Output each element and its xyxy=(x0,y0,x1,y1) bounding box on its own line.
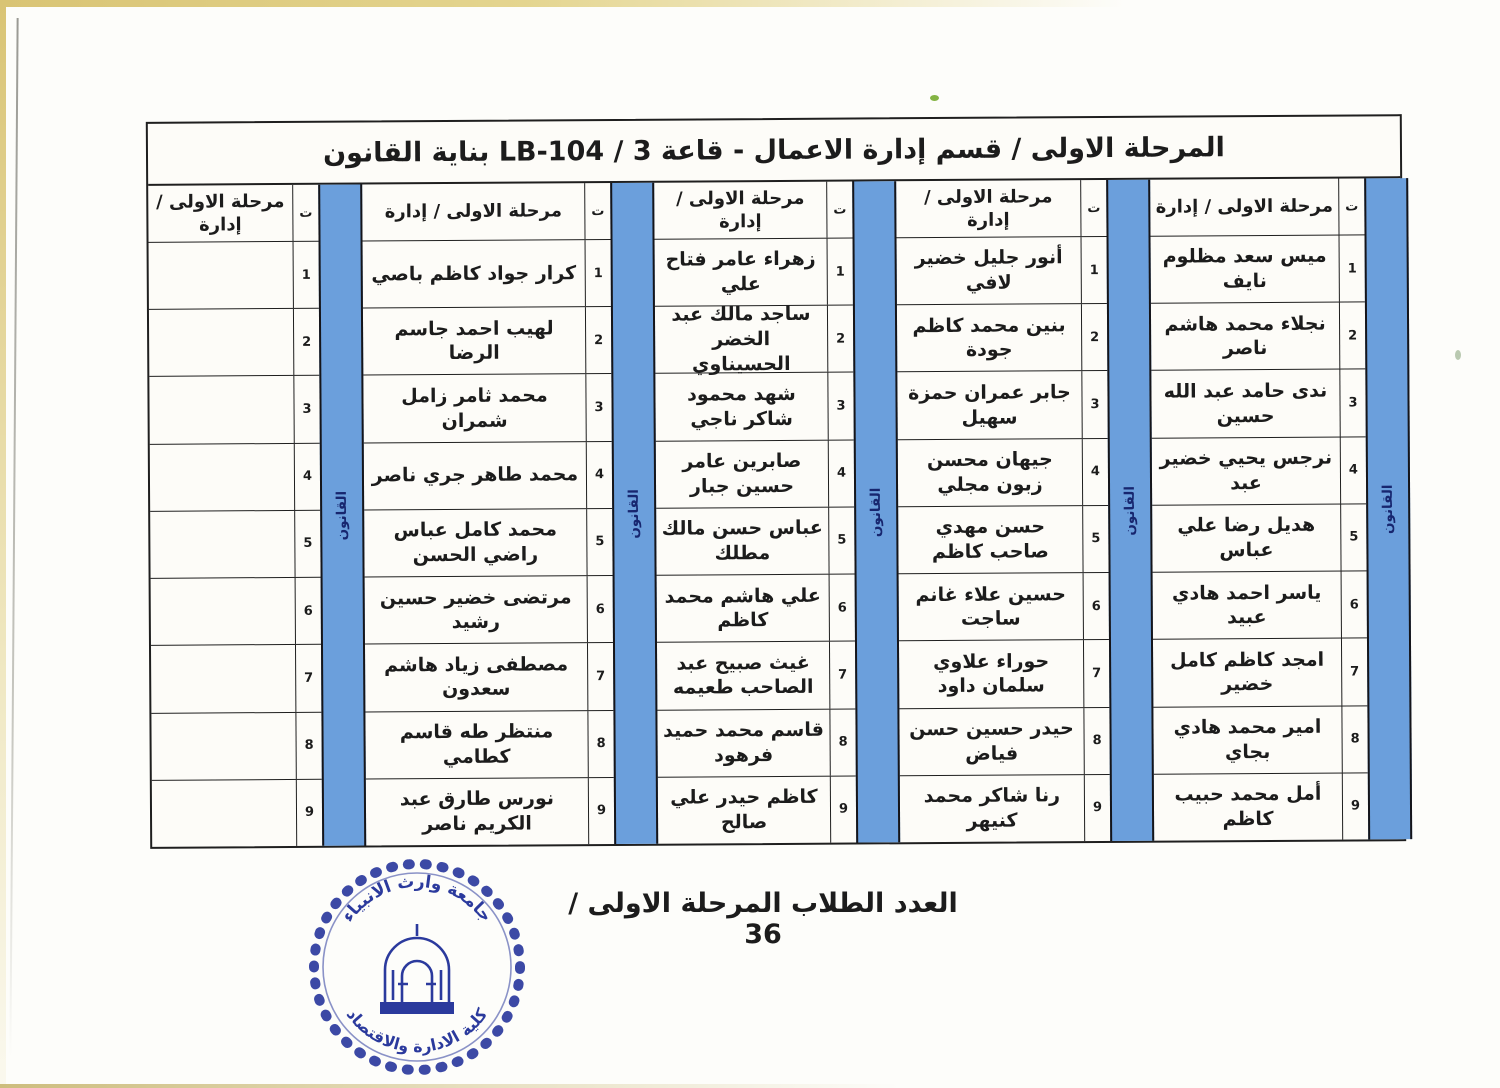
scan-speck xyxy=(930,95,939,101)
student-name-cell: نرجس يحيي خضير عبد xyxy=(1159,446,1333,494)
seq-cell: 9 xyxy=(588,778,614,844)
seq-cell: 2 xyxy=(293,309,319,375)
student-name-cell: نجلاء محمد هاشم ناصر xyxy=(1164,312,1326,360)
seq-cell: 4 xyxy=(294,443,320,509)
group-column xyxy=(362,183,614,846)
seq-cell: 7 xyxy=(1083,640,1109,706)
student-row xyxy=(363,240,611,309)
group-header-row xyxy=(148,185,318,243)
student-count-text: العدد الطلاب المرحلة الاولى / 36 xyxy=(568,888,958,950)
student-row xyxy=(363,307,611,376)
column-header-cell: مرحلة الاولى / إدارة xyxy=(1155,195,1334,218)
student-row xyxy=(655,303,853,376)
column-header-cell: مرحلة الاولى / إدارة xyxy=(923,185,1053,231)
student-name-cell: بنين محمد كاظم جودة xyxy=(912,313,1066,362)
student-name-cell: محمد ثامر زامل شمران xyxy=(401,384,548,432)
student-name-cell: جيهان محسن زبون مجلي xyxy=(926,448,1053,496)
group-column xyxy=(1150,178,1368,840)
seq-header-cell: ت xyxy=(826,182,852,238)
student-name-cell xyxy=(149,376,293,443)
student-row xyxy=(658,776,856,843)
seq-cell: 9 xyxy=(1342,773,1368,839)
scan-edge-left xyxy=(0,0,6,1088)
student-name-cell: مرتضى خضير حسين رشيد xyxy=(379,585,572,634)
seq-cell: 6 xyxy=(1083,573,1109,639)
student-row xyxy=(152,780,322,847)
student-name-cell: حوراء علاوي سلمان داود xyxy=(933,650,1050,698)
student-name-cell: هديل رضا علي عباس xyxy=(1177,514,1316,562)
building-strip xyxy=(610,183,658,844)
student-name-cell: جابر عمران حمزة سهيل xyxy=(908,381,1071,429)
seq-cell: 8 xyxy=(829,709,855,775)
seq-cell: 6 xyxy=(829,575,855,641)
seq-cell: 3 xyxy=(1081,371,1107,437)
seq-cell: 5 xyxy=(1082,506,1108,572)
student-name-cell xyxy=(151,712,295,779)
seq-cell: 2 xyxy=(585,307,611,373)
student-row xyxy=(151,645,321,713)
scan-speck xyxy=(1455,350,1461,360)
student-name-cell xyxy=(149,309,293,376)
building-strip xyxy=(852,181,900,842)
student-row xyxy=(364,442,612,511)
seq-cell: 5 xyxy=(586,509,612,575)
seq-cell: 3 xyxy=(293,376,319,442)
seq-cell: 4 xyxy=(828,440,854,506)
student-name-cell: امير محمد هادي بجاي xyxy=(1173,715,1322,763)
student-row xyxy=(365,711,613,780)
student-row xyxy=(1153,706,1367,775)
student-row xyxy=(1151,303,1365,372)
seq-cell: 1 xyxy=(293,242,319,308)
university-seal-stamp xyxy=(302,852,532,1082)
building-strip xyxy=(1364,178,1412,839)
seq-cell: 7 xyxy=(587,643,613,709)
seq-cell: 4 xyxy=(1082,439,1108,505)
student-name-cell: حيدر حسين حسن فياض xyxy=(909,717,1074,765)
student-name-cell: رنا شاكر محمد كنيهر xyxy=(923,784,1061,832)
seq-cell: 1 xyxy=(827,239,853,305)
student-column-group xyxy=(654,181,900,843)
shrine-icon xyxy=(380,924,454,1014)
student-name-cell xyxy=(151,578,295,645)
student-row xyxy=(656,440,854,508)
building-strip-label: القانون xyxy=(868,487,885,537)
student-name-cell: غيث صبيح عبد الصاحب طعيمه xyxy=(672,651,814,700)
student-row xyxy=(900,775,1110,843)
student-row xyxy=(365,576,613,645)
student-name-cell: نورس طارق عبد الكريم ناصر xyxy=(399,787,555,836)
seq-cell: 6 xyxy=(295,578,321,644)
student-column-group xyxy=(1150,178,1412,841)
seq-header-cell: ت xyxy=(1338,178,1364,234)
group-header-row xyxy=(654,182,852,240)
seq-cell: 7 xyxy=(829,642,855,708)
group-header-row xyxy=(896,180,1106,238)
student-row xyxy=(899,640,1109,709)
table-title: المرحلة الاولى / قسم إدارة الاعمال - قاعة 3 / LB-104 بناية القانون xyxy=(148,116,1400,186)
student-name-cell: علي هاشم محمد كاظم xyxy=(664,584,821,632)
column-header-cell: مرحلة الاولى / إدارة xyxy=(675,187,805,233)
student-name-cell xyxy=(150,511,294,578)
student-row xyxy=(1152,504,1366,573)
student-row xyxy=(656,507,854,575)
student-name-cell: كرار جواد كاظم باصي xyxy=(371,261,577,286)
student-name-cell: منتظر طه قاسم كطامي xyxy=(399,720,554,768)
building-strip-label: القانون xyxy=(1380,483,1397,534)
student-row xyxy=(364,509,612,578)
student-name-cell: قاسم محمد حميد فرهود xyxy=(663,718,824,767)
seq-cell: 1 xyxy=(1081,237,1107,303)
building-strip-label: القانون xyxy=(626,488,643,539)
student-row xyxy=(149,376,319,444)
student-name-cell: زهراء عامر فتاح علي xyxy=(665,248,816,296)
student-row xyxy=(1154,773,1368,841)
seq-cell: 9 xyxy=(830,776,856,842)
column-header-cell: مرحلة الاولى / إدارة xyxy=(155,190,285,236)
student-list-table xyxy=(146,114,1406,849)
student-row xyxy=(1152,437,1366,506)
student-row xyxy=(655,373,853,441)
student-row xyxy=(151,712,321,780)
group-column xyxy=(896,180,1110,842)
groups-row xyxy=(148,178,1404,847)
student-name-cell: عباس حسن مالك مطلك xyxy=(661,517,823,565)
seq-cell: 8 xyxy=(295,712,321,778)
student-name-cell: أنور جليل خضير لافي xyxy=(914,246,1063,294)
student-name-cell xyxy=(150,444,294,511)
column-header-cell: مرحلة الاولى / إدارة xyxy=(384,200,563,223)
student-row xyxy=(1151,235,1365,304)
student-row xyxy=(150,443,320,511)
seq-cell: 5 xyxy=(294,511,320,577)
student-name-cell xyxy=(149,242,293,309)
student-row xyxy=(897,371,1107,440)
seq-cell: 4 xyxy=(1340,437,1366,503)
seq-cell: 9 xyxy=(1084,775,1110,841)
student-row xyxy=(899,707,1109,776)
student-row xyxy=(151,578,321,646)
building-strip xyxy=(1106,180,1154,841)
student-row xyxy=(149,242,319,310)
seq-header-cell: ت xyxy=(584,183,610,239)
student-column-group xyxy=(896,180,1154,843)
building-strip-label: القانون xyxy=(334,490,351,540)
student-name-cell: ندى حامد عبد الله حسين xyxy=(1163,379,1328,427)
seq-cell: 3 xyxy=(1339,370,1365,436)
building-strip-label: القانون xyxy=(1122,485,1139,536)
seq-cell: 6 xyxy=(587,576,613,642)
student-row xyxy=(1153,639,1367,708)
seal-icon xyxy=(302,852,532,1082)
seq-cell: 7 xyxy=(1341,639,1367,705)
student-row xyxy=(657,642,855,710)
student-row xyxy=(899,573,1109,642)
student-name-cell: ميس سعد مظلوم نايف xyxy=(1162,245,1327,293)
seq-cell: 8 xyxy=(1083,707,1109,773)
student-column-group xyxy=(148,185,366,847)
group-header-row xyxy=(362,183,610,242)
student-name-cell: مصطفى زياد هاشم سعدون xyxy=(384,653,569,701)
student-row xyxy=(657,709,855,777)
student-row xyxy=(897,304,1107,373)
student-name-cell: محمد طاهر جري ناصر xyxy=(371,463,579,487)
seq-cell: 5 xyxy=(1340,504,1366,570)
seq-cell: 1 xyxy=(585,240,611,306)
seq-cell: 2 xyxy=(1081,304,1107,370)
student-row xyxy=(657,575,855,643)
seq-cell: 8 xyxy=(587,711,613,777)
seq-cell: 2 xyxy=(1339,303,1365,369)
student-name-cell: حسن مهدي صاحب كاظم xyxy=(931,515,1049,564)
seq-cell: 7 xyxy=(295,645,321,711)
student-row xyxy=(365,643,613,712)
student-row xyxy=(898,439,1108,508)
student-row xyxy=(150,511,320,579)
scan-page-crease xyxy=(9,18,18,1058)
seq-cell: 1 xyxy=(1339,235,1365,301)
student-name-cell: صابرين عامر حسين جبار xyxy=(682,449,802,498)
student-row xyxy=(366,778,614,846)
scan-edge-bottom xyxy=(0,1084,900,1088)
seq-cell: 2 xyxy=(827,306,853,372)
student-name-cell: امجد كاظم كامل خضير xyxy=(1170,648,1325,696)
scan-edge-top xyxy=(0,0,1500,7)
svg-text:جامعة وارث الانبياء: جامعة وارث الانبياء xyxy=(337,871,496,927)
seq-cell: 6 xyxy=(1341,571,1367,637)
student-name-cell xyxy=(151,645,295,712)
student-name-cell xyxy=(152,780,296,847)
student-name-cell: محمد كامل عباس راضي الحسن xyxy=(393,518,558,567)
seq-header-cell: ت xyxy=(292,185,318,241)
group-header-row xyxy=(1150,178,1364,236)
student-name-cell: شهد محمود شاكر ناجي xyxy=(687,382,796,431)
student-name-cell: كاظم حيدر علي صالح xyxy=(670,785,818,834)
student-row xyxy=(655,239,853,307)
student-name-cell: أمل محمد حبيب كاظم xyxy=(1174,782,1322,831)
student-row xyxy=(1153,571,1367,640)
building-strip xyxy=(318,185,366,846)
student-name-cell: حسين علاء غانم ساجت xyxy=(915,582,1066,631)
student-name-cell: ساجد مالك عبد الخضر الحسيناوي xyxy=(671,303,811,376)
seq-cell: 8 xyxy=(1341,706,1367,772)
seq-cell: 4 xyxy=(586,442,612,508)
group-column xyxy=(654,182,856,844)
seq-cell: 9 xyxy=(296,780,322,846)
student-row xyxy=(1151,370,1365,439)
student-row xyxy=(149,309,319,377)
student-row xyxy=(363,374,611,443)
seq-cell: 3 xyxy=(827,373,853,439)
svg-text:كلية الادارة والاقتصاد: كلية الادارة والاقتصاد xyxy=(342,1005,492,1057)
group-column xyxy=(148,185,322,847)
student-name-cell: لهيب احمد جاسم الرضا xyxy=(394,316,554,365)
student-column-group xyxy=(362,183,658,846)
student-row xyxy=(897,237,1107,306)
student-row xyxy=(898,506,1108,575)
seq-cell: 5 xyxy=(828,507,854,573)
student-name-cell: ياسر احمد هادي عبيد xyxy=(1171,581,1322,629)
seq-cell: 3 xyxy=(585,374,611,440)
seq-header-cell: ت xyxy=(1080,180,1106,236)
